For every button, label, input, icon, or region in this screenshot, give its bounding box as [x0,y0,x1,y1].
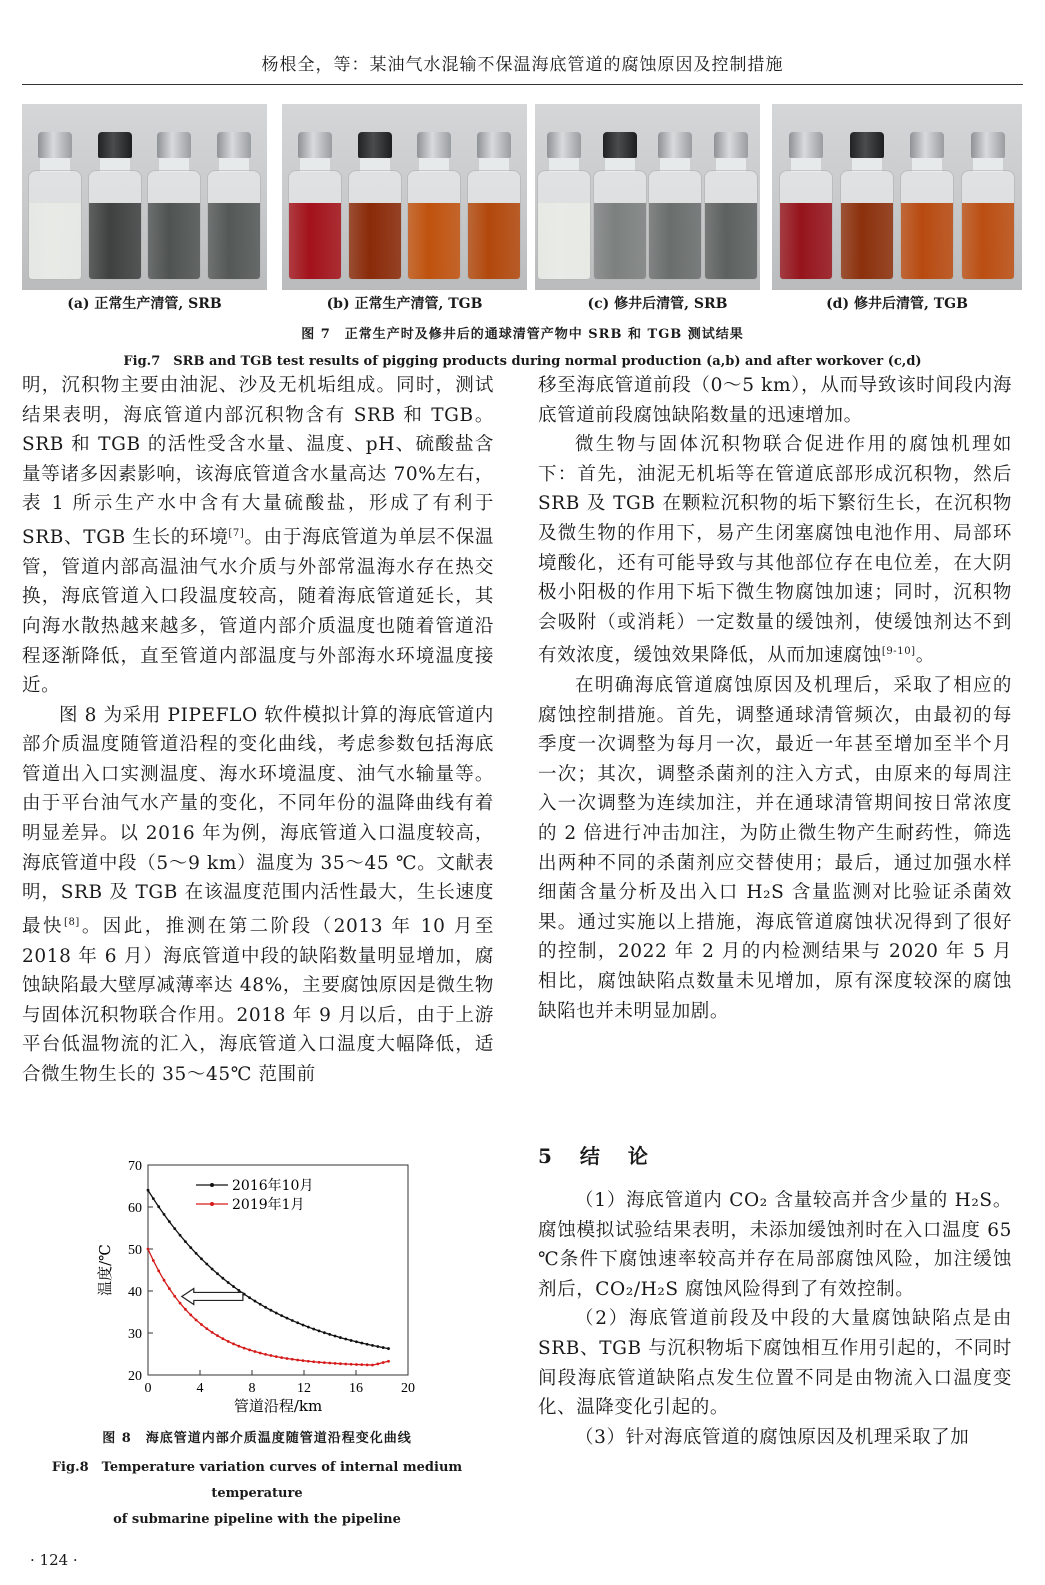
data-point [179,1302,182,1305]
data-point [221,1277,224,1280]
data-point [152,1259,155,1262]
data-point [163,1213,166,1216]
data-point [216,1334,219,1337]
x-tick-label: 0 [144,1381,152,1396]
fig8-caption-cn: 图 8 海底管道内部介质温度随管道沿程变化曲线 [102,1431,412,1446]
data-point [232,1285,235,1288]
figure-8-chart [96,1153,426,1423]
data-point [270,1354,273,1357]
section-heading-conclusion: 5 结 论 [538,1144,652,1168]
legend-marker-1 [210,1202,214,1206]
data-point [163,1279,166,1282]
data-point [339,1336,342,1339]
y-tick-label: 50 [128,1243,142,1258]
data-point [296,1359,299,1362]
data-point [323,1361,326,1364]
data-point [387,1360,390,1363]
vial [593,132,647,280]
data-point [350,1339,353,1342]
data-point [264,1306,267,1309]
data-point [291,1319,294,1322]
data-point [195,1319,198,1322]
x-tick-label: 12 [297,1381,311,1396]
fig8-caption-en-line2: of submarine pipeline with the pipeline [113,1512,401,1527]
data-point [280,1314,283,1317]
data-point [147,1248,150,1251]
data-point [312,1360,315,1363]
data-point [243,1347,246,1350]
data-point [339,1362,342,1365]
data-point [227,1281,230,1284]
fig7-label-a: (a) 正常生产清管, SRB [67,296,222,312]
data-point [184,1240,187,1243]
data-point [237,1345,240,1348]
data-point [275,1355,278,1358]
data-point [376,1362,379,1365]
series-line-0 [148,1190,389,1348]
vial [147,132,201,280]
data-point [328,1362,331,1365]
vial [467,132,521,280]
data-point [350,1363,353,1366]
vial [28,132,82,280]
figure-7-photos [22,104,1022,290]
data-point [200,1323,203,1326]
running-header: 杨根全，等：某油气水混输不保温海底管道的腐蚀原因及控制措施 [261,55,784,75]
data-point [307,1360,310,1363]
data-point [286,1317,289,1320]
data-point [328,1333,331,1336]
vial [900,132,954,280]
vial [348,132,402,280]
vial [288,132,342,280]
right-paragraph-1: 移至海底管道前段（0～5 km），从而导致该时间段内海底管道前段腐蚀缺陷数量的迅速增加。 [538,375,1012,426]
data-point [355,1340,358,1343]
data-point [205,1263,208,1266]
x-tick-label: 20 [401,1381,415,1396]
conclusion-2: （2）海底管道前段及中段的大量腐蚀缺陷点是由 SRB、TGB 与沉积物垢下腐蚀相互作用引起的，不同时间段海底管道缺陷点发生位置不同是由物流入口温度变化、温降变化引起的。 [538,1308,1012,1419]
data-point [221,1337,224,1340]
vial [207,132,261,280]
data-point [157,1269,160,1272]
data-point [344,1363,347,1366]
data-point [387,1347,390,1350]
left-column [22,371,494,1090]
fig7-label-c: (c) 修井后清管, SRB [587,296,728,312]
data-point [270,1309,273,1312]
y-tick-label: 20 [128,1369,142,1384]
data-point [344,1338,347,1341]
data-point [253,1350,256,1353]
data-point [334,1362,337,1365]
right-column-conclusions [538,1186,1012,1452]
legend-marker-0 [210,1183,214,1187]
legend-label-0: 2016年10月 [232,1178,314,1194]
data-point [366,1343,369,1346]
data-point [371,1364,374,1367]
x-tick-label: 4 [196,1381,204,1396]
page-number: · 124 · [30,1551,78,1569]
data-point [360,1342,363,1345]
data-point [184,1308,187,1311]
vial [648,132,702,280]
left-paragraph-1: 明，沉积物主要由油泥、沙及无机垢组成。同时，测试结果表明，海底管道内部沉积物含有 SRB 和 TGB。SRB 和 TGB 的活性受含水量、温度、pH、硫酸盐含量等诸多因素影响，该海底管道含水量高达 70%左右，表 1 所示生产水中含有大量硫酸盐，形成了有利于 SRB、TGB 生长的环境[7]。由于海底管道为单层不保温管，管道内部高温油气水介质与外部常温海水存在热交换，海底管道入口段温度较高，随着海底管道延长，其向海水散热越来越多，管道内部介质温度也随着管道沿程逐渐降低，直至管道内部温度与外部海水环境温度接近。 [22,375,494,697]
data-point [334,1335,337,1338]
data-point [157,1205,160,1208]
x-tick-label: 8 [248,1381,256,1396]
vial [407,132,461,280]
x-tick-label: 16 [349,1381,363,1396]
data-point [280,1356,283,1359]
series-line-1 [148,1249,389,1365]
right-column-top [538,371,1012,1026]
conclusion-3: （3）针对海底管道的腐蚀原因及机理采取了加 [575,1426,970,1448]
vial [961,132,1015,280]
data-point [205,1327,208,1330]
data-point [189,1246,192,1249]
data-point [232,1342,235,1345]
data-point [237,1289,240,1292]
left-paragraph-2: 图 8 为采用 PIPEFLO 软件模拟计算的海底管道内部介质温度随管道沿程的变化曲线，考虑参数包括海底管道出入口实测温度、海水环境温度、油气水输量等。由于平台油气水产量的变化，不同年份的温降曲线有着明显差异。以 2016 年为例，海底管道入口温度较高，海底管道中段（5～9 km）温度为 35～45 ℃。文献表明，SRB 及 TGB 在该温度范围内活性最大，生长速度最快[8]。因此，推测在第二阶段（2013 年 10 月至 2018 年 6 月）海底管道中段的缺陷数量明显增加，腐蚀缺陷最大壁厚减薄率达 48%，主要腐蚀原因是微生物与固体沉积物联合作用。2018 年 9 月以后，由于上游平台低温物流的汇入，海底管道入口温度大幅降低，适合微生物生长的 35～45℃ 范围前 [22,704,494,1085]
data-point [302,1324,305,1327]
data-point [179,1234,182,1237]
conclusion-1: （1）海底管道内 CO₂ 含量较高并含少量的 H₂S。腐蚀模拟试验结果表明，未添加缓蚀剂时在入口温度 65 ℃条件下腐蚀速率较高并存在局部腐蚀风险，加注缓蚀剂后，CO₂/H₂S 腐蚀风险得到了有效控制。 [538,1190,1012,1300]
data-point [291,1358,294,1361]
data-point [318,1361,321,1364]
header-rule [22,84,1023,85]
data-point [173,1227,176,1230]
fig7-photo-d [772,104,1022,290]
fig8-caption-en-line1: Fig.8 Temperature variation curves of internal medium temperature [51,1460,463,1501]
fig7-label-d: (d) 修井后清管, TGB [826,296,968,312]
y-tick-label: 30 [128,1327,142,1342]
data-point [253,1300,256,1303]
data-point [259,1303,262,1306]
vial [840,132,894,280]
data-point [366,1363,369,1366]
data-point [376,1345,379,1348]
y-tick-label: 70 [128,1159,142,1174]
data-point [211,1331,214,1334]
fig7-caption-en: Fig.7 SRB and TGB test results of pigging products during normal production (a,b) and after workover (c,d) [123,354,922,369]
data-point [211,1268,214,1271]
data-point [302,1359,305,1362]
data-point [248,1349,251,1352]
y-tick-label: 60 [128,1201,142,1216]
vial [779,132,833,280]
right-paragraph-3: 在明确海底管道腐蚀原因及机理后，采取了相应的腐蚀控制措施。首先，调整通球清管频次，由最初的每季度一次调整为每月一次，最近一年甚至增加至半个月一次；其次，调整杀菌剂的注入方式，由原来的每周注入一次调整为连续加注，并在通球清管期间按日常浓度的 2 倍进行冲击加注，为防止微生物产生耐药性，筛选出两种不同的杀菌剂应交替使用；最后，通过加强水样细菌含量分析及出入口 H₂S 含量监测对比验证杀菌效果。通过实施以上措施，海底管道腐蚀状况得到了很好的控制，2022 年 2 月的内检测结果与 2020 年 5 月相比，腐蚀缺陷点数量未见增加，原有深度较深的腐蚀缺陷也并未明显加剧。 [538,675,1012,1022]
data-point [286,1357,289,1360]
data-point [264,1353,267,1356]
data-point [296,1321,299,1324]
data-point [216,1272,219,1275]
data-point [382,1361,385,1364]
data-point [168,1220,171,1223]
data-point [189,1314,192,1317]
data-point [312,1328,315,1331]
fig7-caption-cn: 图 7 正常生产时及修井后的通球清管产物中 SRB 和 TGB 测试结果 [301,327,744,342]
data-point [200,1257,203,1260]
fig7-photo-c [535,104,760,290]
data-point [227,1340,230,1343]
data-point [323,1331,326,1334]
data-point [248,1296,251,1299]
data-point [152,1197,155,1200]
data-point [318,1330,321,1333]
vial [88,132,142,280]
data-point [275,1312,278,1315]
data-point [147,1189,150,1192]
fig7-photo-b [282,104,527,290]
fig8-caption-en [22,1455,492,1533]
x-axis-label: 管道沿程/km [233,1397,323,1415]
data-point [371,1344,374,1347]
data-point [382,1346,385,1349]
legend-label-1: 2019年1月 [232,1197,305,1213]
data-point [173,1295,176,1298]
fig7-photo-a [22,104,267,290]
shift-arrow [182,1288,243,1304]
data-point [307,1326,310,1329]
data-point [168,1287,171,1290]
data-point [355,1363,358,1366]
data-point [195,1252,198,1255]
data-point [259,1352,262,1355]
right-paragraph-2: 微生物与固体沉积物联合促进作用的腐蚀机理如下：首先，油泥无机垢等在管道底部形成沉积物，然后 SRB 及 TGB 在颗粒沉积物的垢下繁衍生长，在沉积物及微生物的作用下，易产生闭塞腐蚀电池作用、局部环境酸化，还有可能导致与其他部位存在电位差，在大阴极小阳极的作用下垢下微生物腐蚀加速；同时，沉积物会吸附（或消耗）一定数量的缓蚀剂，使缓蚀剂达不到有效浓度，缓蚀效果降低，从而加速腐蚀[9-10]。 [538,434,1012,667]
vial [537,132,591,280]
y-axis-label: 温度/℃ [96,1244,114,1296]
fig7-label-b: (b) 正常生产清管, TGB [326,296,483,312]
data-point [360,1363,363,1366]
vial [704,132,758,280]
y-tick-label: 40 [128,1285,142,1300]
